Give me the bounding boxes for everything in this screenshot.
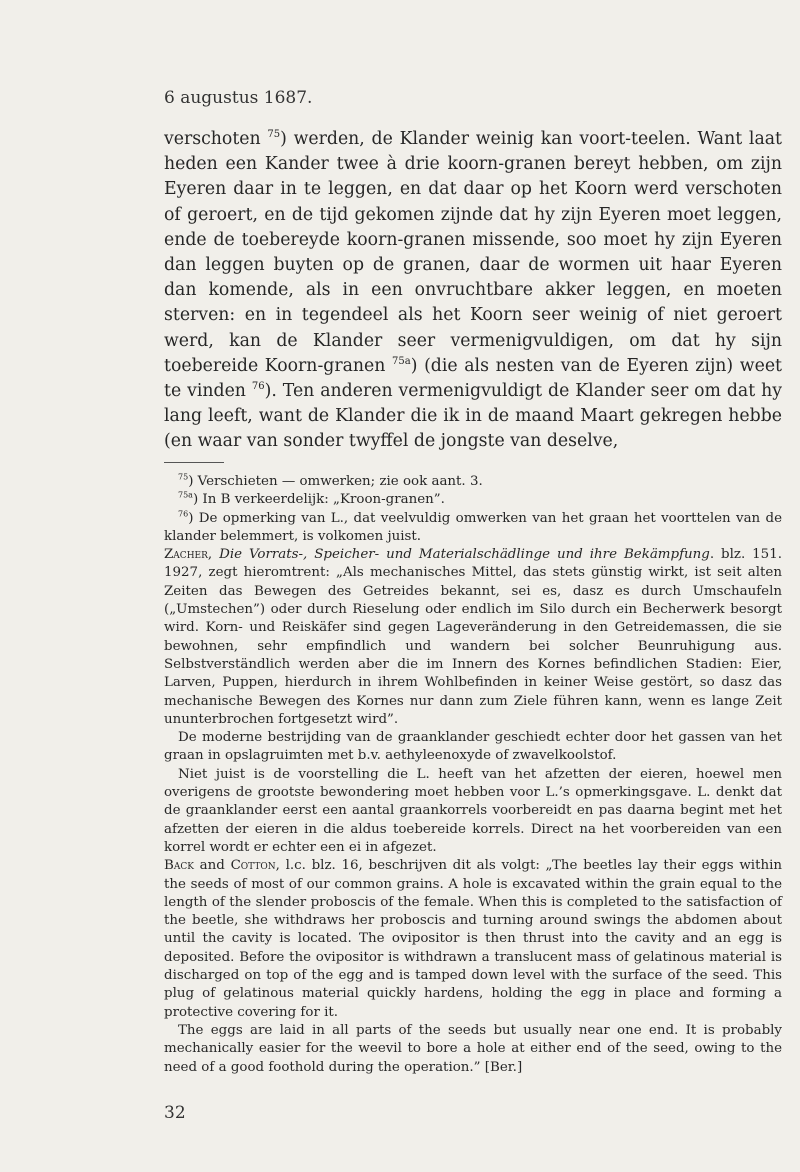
body-text: verschoten	[164, 129, 268, 149]
separator-text: and	[193, 858, 231, 874]
footnote-mark: 75a	[178, 490, 193, 500]
author-name: Back	[164, 858, 194, 874]
footnote-text: ) Verschieten — omwerken; zie ook aant. 3.	[188, 474, 483, 489]
body-text: ) werden, de Klander weinig kan voort-teelen. Want laat heden een Kander twee à drie koorn-granen bereyt hebben, om zijn Eyeren daar in te leggen, en dat daar op het Koorn werd verschoten of geroert, en de tijd gekomen zijnde dat hy zijn Eyeren moet leggen, ende de toebereyde koorn-granen missende, soo moet hy zijn Eyeren dan leggen buyten op de granen, daar de wormen uit haar Eyeren dan komende, als in een onvruchtbare akker leggen, en moeten sterven: en in tegendeel als het Koorn seer weinig of niet geroert werd, kan de Klander seer vermenigvuldigen, om dat hy sijn toebereide Koorn-granen	[164, 129, 782, 376]
author-name: Cotton	[230, 858, 276, 874]
book-title: Die Vorrats-, Speicher- und Materialschädlinge und ihre Bekämpfung	[219, 547, 710, 563]
footnote-76	[164, 510, 782, 547]
footnote-separator-rule	[164, 462, 224, 463]
footnote-paragraph-moderne: De moderne bestrijding van de graanklander geschiedt echter door het gassen van het graan in opslagruimten met b.v. aethyleenoxyde of zwavelkoolstof.	[164, 730, 782, 764]
body-text: ). Ten anderen vermenigvuldigt de Klander seer om dat hy lang leeft, want de Klander die ik in de maand Maart gekregen hebbe (en waar van sonder twyffel de jongste van deselve,	[164, 381, 782, 452]
footnote-zacher-quote	[164, 546, 782, 729]
footnote-75	[164, 473, 782, 491]
footnotes-block	[164, 473, 782, 1077]
body-text: ) (die als nesten van de Eyeren zijn) weet te vinden	[164, 355, 782, 402]
footnote-text: . blz. 151. 1927, zegt hieromtrent: „Als mechanisches Mittel, das stets günstig wirkt, ist seit alten Zeiten das Bewegen des Getreides bekannt, sei es, dasz es durch Umschaufeln („Umstechen”) oder durch Rieselung oder endlich im Silo durch ein Becherwerk besorgt wird. Korn- und Reiskäfer sind gegen Lageveränderung in den Getreidemassen, die sie bewohnen, sehr empfindlich und wandern bei solcher Beunruhigung aus. Selbstverständlich werden aber die im Innern des Kornes befindlichen Stadien: Eier, Larven, Puppen, hierdurch in ihrem Wohlbefinden in keiner Weise gestört, so dasz das mechanische Bewegen des Kornes nur dann zum Ziele führen kann, wenn es lange Zeit ununterbrochen fortgesetzt wird”.	[164, 547, 782, 727]
footnote-mark: 76	[178, 509, 189, 519]
footnote-text: ) In B verkeerdelijk: „Kroon-granen”.	[192, 492, 445, 508]
page-number: 32	[164, 1103, 186, 1123]
footnote-text: , l.c. blz. 16, beschrijven dit als volgt: „The beetles lay their eggs within the seeds of most of our common grains. A hole is excavated within the grain equal to the length of the slender proboscis of the female. When this is completed to the satisfaction of the beetle, she withdraws her proboscis and turning around swings the abdomen about until the cavity is located. The ovipositor is then thrust into the cavity and an egg is deposited. Before the ovipositor is withdrawn a translucent mass of gelatinous material is discharged on top of the egg and is tamped down level with the surface of the seed. This plug of gelatinous material quickly hardens, holding the egg in place and forming a protective covering for it.	[164, 858, 782, 1020]
author-name: Zacher	[164, 547, 208, 563]
separator-text: ,	[207, 547, 220, 563]
footnote-mark: 75	[178, 472, 189, 482]
footnote-ref-76: 76	[251, 381, 265, 393]
footnote-ref-75a: 75a	[392, 356, 411, 368]
footnote-text: ) De opmerking van L., dat veelvuldig omwerken van het graan het voorttelen van de klander belemmert, is volkomen juist.	[164, 510, 782, 544]
footnote-back-cotton-quote	[164, 857, 782, 1022]
footnote-ref-75: 75	[267, 129, 281, 141]
main-body-paragraph	[164, 127, 782, 455]
footnote-paragraph-eggs: The eggs are laid in all parts of the seeds but usually near one end. It is probably mechanically easier for the weevil to bore a hole at either end of the seed, owing to the need of a good foothold during the operation.” [Ber.]	[164, 1022, 782, 1075]
footnote-75a	[164, 491, 782, 509]
footnote-paragraph-niet-juist: Niet juist is de voorstelling die L. heeft van het afzetten der eieren, hoewel men overigens de grootste bewondering moet hebben voor L.’s opmerkingsgave. L. denkt dat de graanklander eerst een aantal graankorrels voorbereidt en pas daarna begint met het afzetten der eieren in die aldus toebereide korrels. Direct na het voorbereiden van een korrel wordt er echter een ei in afgezet.	[164, 766, 782, 855]
running-head: 6 augustus 1687.	[164, 88, 313, 108]
